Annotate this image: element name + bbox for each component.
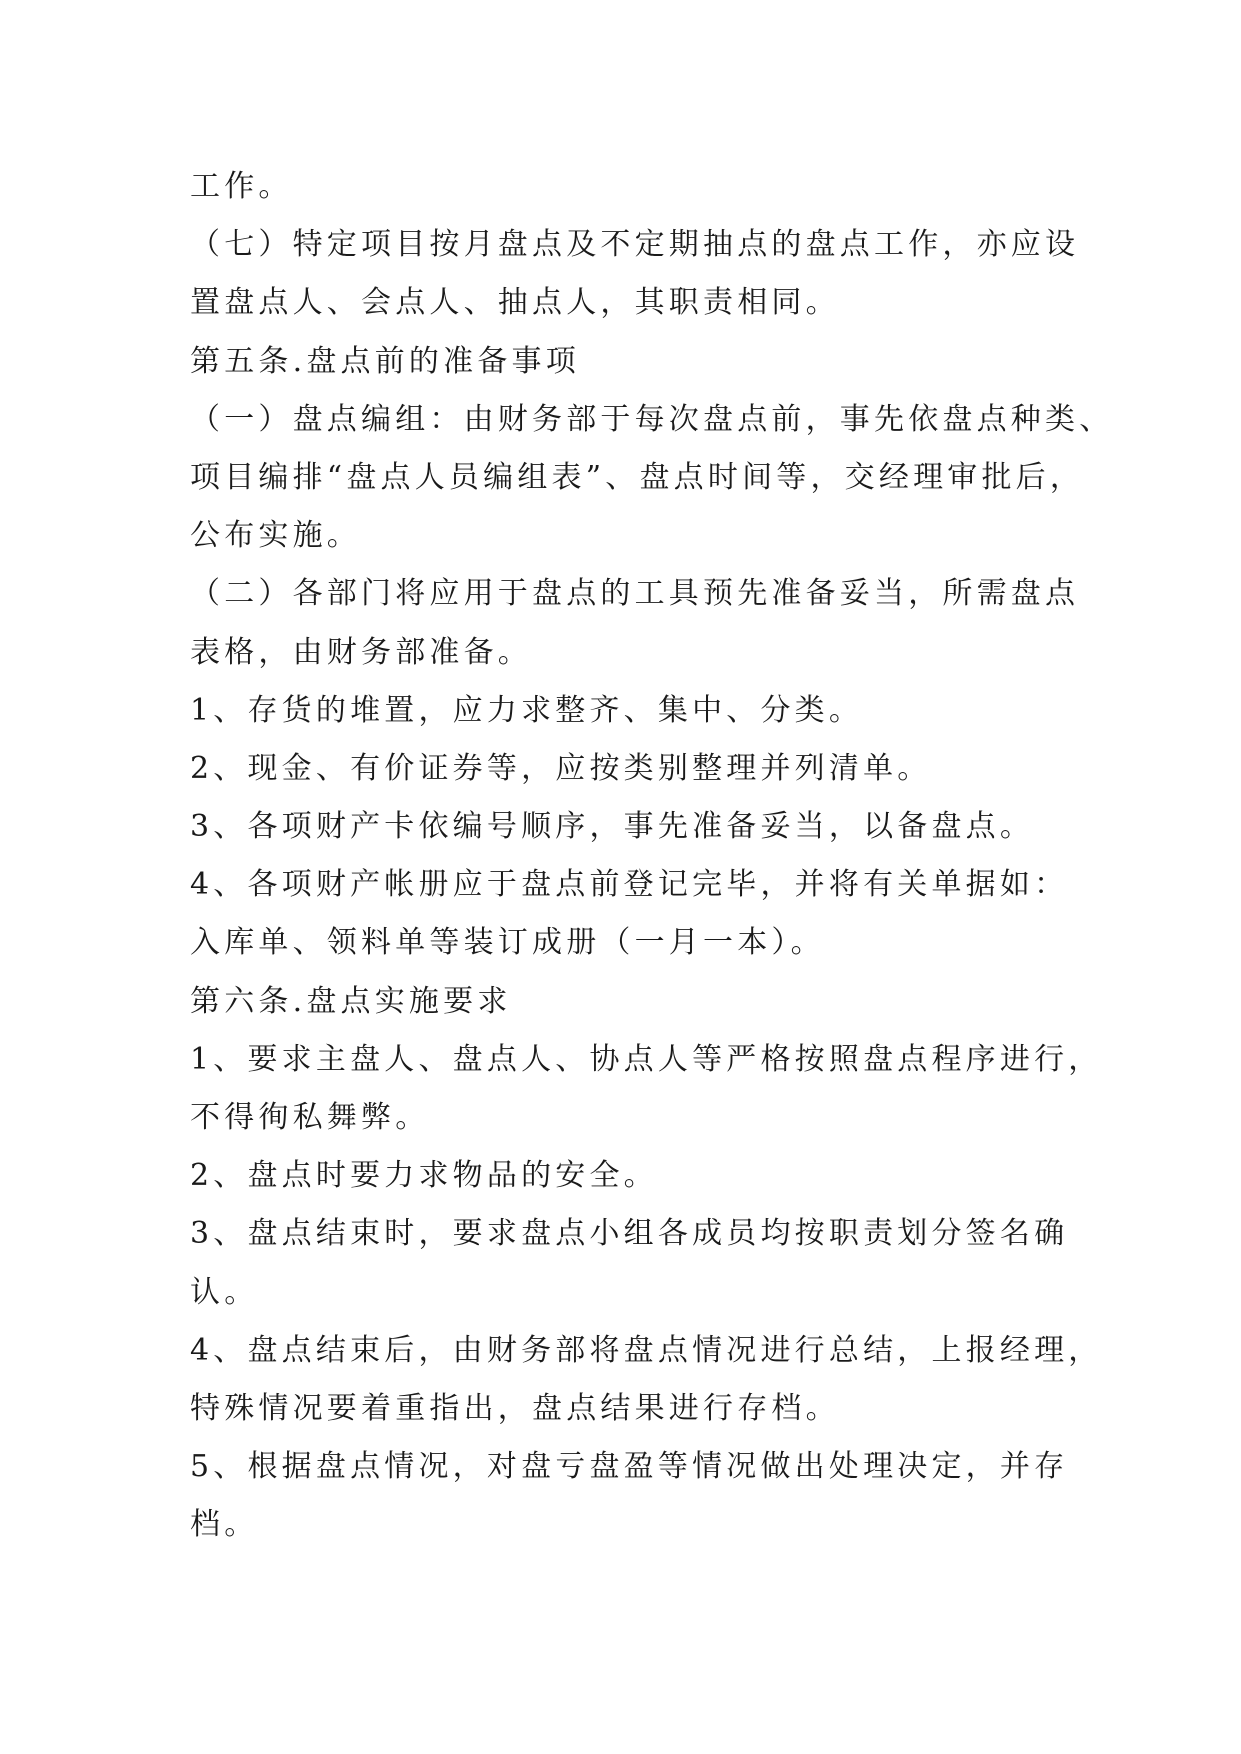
section-heading: 第六条.盘点实施要求 <box>190 983 512 1019</box>
text-line: 表格，由财务部准备。 <box>190 634 532 670</box>
text-line: 不得徇私舞弊。 <box>190 1100 430 1135</box>
text-line: 工作。 <box>190 169 293 204</box>
list-item: 4、各项财产帐册应于盘点前登记完毕，并将有关单据如： <box>190 867 1069 903</box>
list-item: 3、各项财产卡依编号顺序，事先准备妥当，以备盘点。 <box>190 809 1035 845</box>
list-item: 2、现金、有价证券等，应按类别整理并列清单。 <box>190 750 932 786</box>
text-line: 置盘点人、会点人、抽点人，其职责相同。 <box>190 285 840 321</box>
list-item: 1、要求主盘人、盘点人、协点人等严格按照盘点程序进行， <box>190 1041 1103 1077</box>
text-line: 入库单、领料单等装订成册（一月一本）。 <box>190 925 825 961</box>
text-line: 公布实施。 <box>190 518 361 554</box>
text-line: 认。 <box>190 1274 259 1310</box>
list-item: 1、存货的堆置，应力求整齐、集中、分类。 <box>190 692 864 728</box>
text-line: （七）特定项目按月盘点及不定期抽点的盘点工作，亦应设 <box>190 227 1080 263</box>
section-heading: 第五条.盘点前的准备事项 <box>190 343 580 379</box>
text-line: （一）盘点编组：由财务部于每次盘点前，事先依盘点种类、 <box>190 401 1114 437</box>
text-line: 档。 <box>190 1507 259 1543</box>
text-line: 特殊情况要着重指出，盘点结果进行存档。 <box>190 1390 840 1426</box>
text-line: （二）各部门将应用于盘点的工具预先准备妥当，所需盘点 <box>190 576 1080 612</box>
text-line: 项目编排“盘点人员编组表”、盘点时间等，交经理审批后， <box>190 459 1085 495</box>
list-item: 2、盘点时要力求物品的安全。 <box>190 1158 658 1194</box>
list-item: 3、盘点结束时，要求盘点小组各成员均按职责划分签名确 <box>190 1216 1069 1252</box>
list-item: 5、根据盘点情况，对盘亏盘盈等情况做出处理决定，并存 <box>190 1449 1069 1485</box>
list-item: 4、盘点结束后，由财务部将盘点情况进行总结，上报经理， <box>190 1332 1103 1368</box>
document-body <box>190 158 1114 1555</box>
